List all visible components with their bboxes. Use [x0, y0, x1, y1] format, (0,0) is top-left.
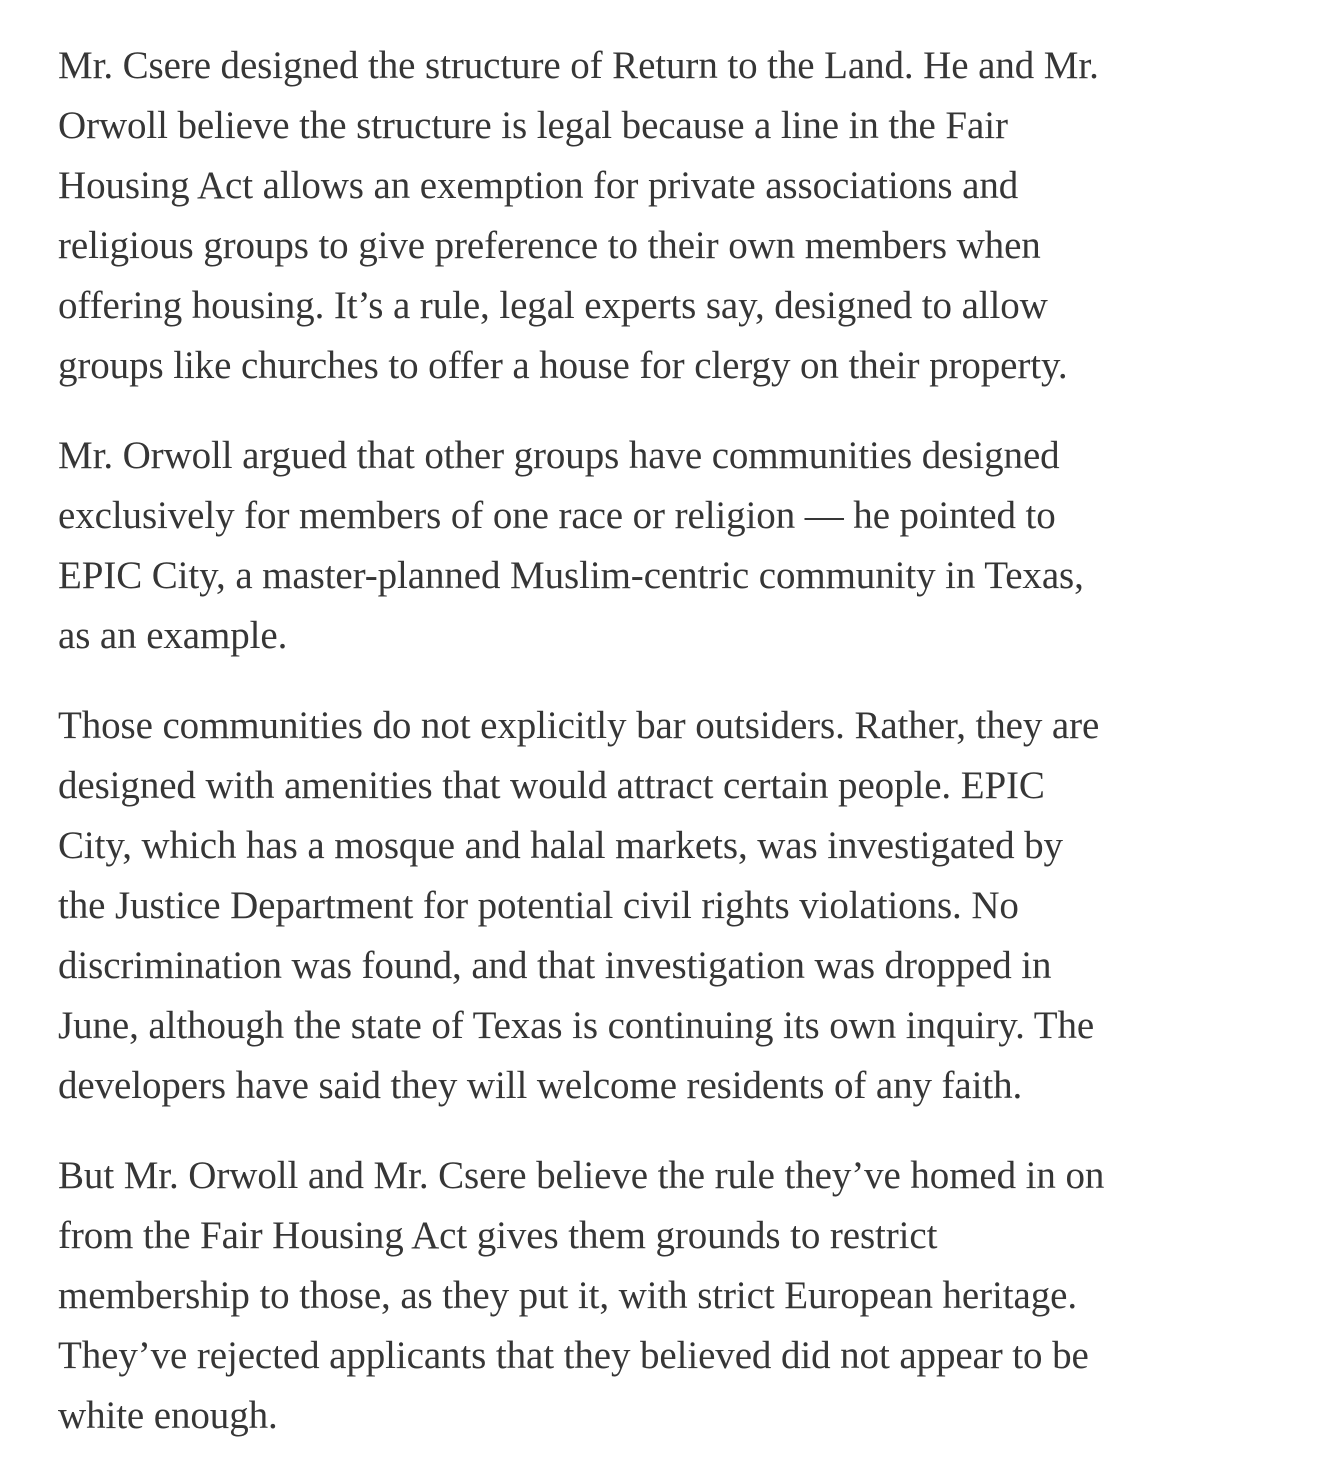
paragraph-line: white enough.: [58, 1394, 278, 1437]
paragraph-line: But Mr. Orwoll and Mr. Csere believe the rule they’ve homed in on: [58, 1154, 1105, 1197]
paragraph-line: from the Fair Housing Act gives them grounds to restrict: [58, 1214, 938, 1257]
paragraph-line: Mr. Csere designed the structure of Return to the Land. He and Mr.: [58, 44, 1099, 87]
paragraph-line: groups like churches to offer a house for clergy on their property.: [58, 344, 1068, 387]
paragraph-line: Those communities do not explicitly bar outsiders. Rather, they are: [58, 704, 1100, 747]
paragraph-line: discrimination was found, and that investigation was dropped in: [58, 944, 1052, 987]
paragraph-3: [58, 666, 1278, 1116]
paragraph-4: [58, 1116, 1278, 1446]
paragraph-line: as an example.: [58, 614, 288, 657]
paragraph-line: exclusively for members of one race or religion — he pointed to: [58, 494, 1056, 537]
paragraph-line: Orwoll believe the structure is legal because a line in the Fair: [58, 104, 1008, 147]
paragraph-1: [58, 0, 1278, 396]
paragraph-line: Housing Act allows an exemption for private associations and: [58, 164, 1019, 207]
paragraph-line: June, although the state of Texas is continuing its own inquiry. The: [58, 1004, 1095, 1047]
paragraph-line: EPIC City, a master-planned Muslim-centric community in Texas,: [58, 554, 1084, 597]
paragraph-line: Mr. Orwoll argued that other groups have communities designed: [58, 434, 1060, 477]
paragraph-line: They’ve rejected applicants that they believed did not appear to be: [58, 1334, 1089, 1377]
paragraph-line: religious groups to give preference to their own members when: [58, 224, 1041, 267]
paragraph-line: developers have said they will welcome residents of any faith.: [58, 1064, 1023, 1107]
paragraph-line: membership to those, as they put it, with strict European heritage.: [58, 1274, 1077, 1317]
paragraph-line: City, which has a mosque and halal markets, was investigated by: [58, 824, 1063, 867]
paragraph-line: offering housing. It’s a rule, legal experts say, designed to allow: [58, 284, 1048, 327]
paragraph-line: the Justice Department for potential civil rights violations. No: [58, 884, 1019, 927]
paragraph-line: designed with amenities that would attract certain people. EPIC: [58, 764, 1045, 807]
paragraph-2: [58, 396, 1278, 666]
